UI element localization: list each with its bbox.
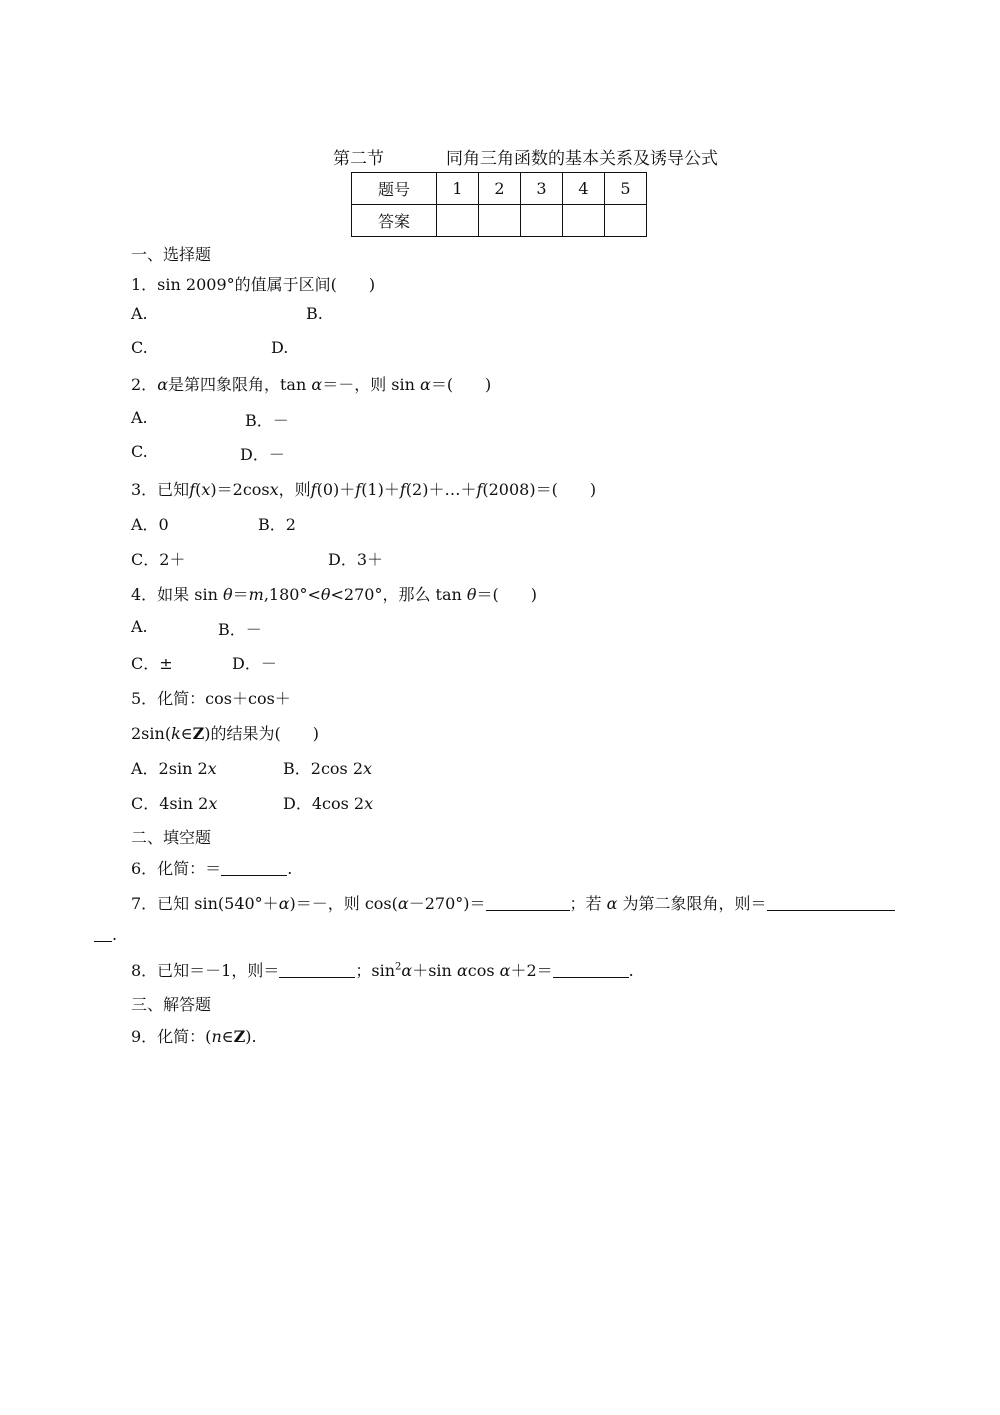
q5-option-c: C．4sin 2x [131,794,218,813]
answer-blank[interactable] [94,925,112,942]
question-number-cell: 5 [605,173,647,205]
question-8: 8．已知＝－1，则＝ ；$\sin^2\alpha+\sin$ αcos α＋2＝ . [131,961,634,980]
q4-option-a: A. [131,617,148,636]
q3-option-a: A．0 [131,515,169,534]
q1-option-c: C. [131,338,148,357]
q2-option-d: D．－ [240,445,285,464]
q4-option-c: C．± [131,654,173,673]
answer-blank[interactable] [486,894,570,911]
q3-option-d: D．3＋ [328,550,384,569]
q2-option-b: B．－ [245,411,289,430]
answer-cell[interactable] [521,205,563,237]
q1-option-a: A. [131,304,148,323]
q5-option-a: A．2sin 2x [131,759,217,778]
answer-blank[interactable] [279,961,355,978]
q1-option-d: D. [271,338,289,357]
section-heading-solve: 三、解答题 [131,995,212,1014]
question-number-label: 题号 [352,173,437,205]
answer-cell[interactable] [605,205,647,237]
question-7-continued: . [94,925,117,944]
answer-cell[interactable] [563,205,605,237]
q5-option-b: B．2cos 2x [283,759,373,778]
answer-table-header-row [352,173,647,205]
answer-cell[interactable] [479,205,521,237]
section-number: 第二节 [333,149,384,169]
question-5-line-1: 5．化简：cos＋cos＋ [131,689,291,708]
section-heading-choice: 一、选择题 [131,245,212,264]
question-number-cell: 2 [479,173,521,205]
question-number-cell: 4 [563,173,605,205]
question-9: 9．化简：(n∈Z). [131,1027,257,1046]
question-3: 3．已知f(x)＝2cosx，则f(0)＋f(1)＋f(2)＋…＋f(2008)＝( ) [131,480,597,499]
page-title [333,144,718,169]
q3-option-c: C．2＋ [131,550,186,569]
question-7: 7．已知 sin(540°＋α)＝－，则 cos(α－270°)＝ ；若 α 为第二象限角，则＝ [131,891,895,914]
answer-blank[interactable] [221,859,287,876]
question-number-cell: 1 [437,173,479,205]
answer-label: 答案 [352,205,437,237]
answer-table [351,172,647,237]
question-2: 2．α是第四象限角，tan α＝－，则 sin α＝( ) [131,375,492,394]
q2-option-a: A. [131,408,148,427]
question-number-cell: 3 [521,173,563,205]
question-5-line-2: 2sin(k∈Z)的结果为( ) [131,724,320,743]
q2-option-c: C. [131,442,148,461]
q1-option-b: B. [306,304,323,323]
q5-option-d: D．4cos 2x [283,794,374,813]
answer-table-answer-row [352,205,647,237]
question-1: 1．sin 2009°的值属于区间( ) [131,275,376,294]
q4-option-b: B．－ [218,620,262,639]
q3-option-b: B．2 [258,515,296,534]
section-heading-fill: 二、填空题 [131,828,212,847]
answer-cell[interactable] [437,205,479,237]
answer-blank[interactable] [553,961,629,978]
question-6: 6．化简：＝ . [131,859,293,878]
answer-blank[interactable] [767,894,895,911]
section-topic: 同角三角函数的基本关系及诱导公式 [446,149,718,169]
question-4: 4．如果 sin θ＝m,180°<θ<270°，那么 tan θ＝( ) [131,585,538,604]
q4-option-d: D．－ [232,654,277,673]
